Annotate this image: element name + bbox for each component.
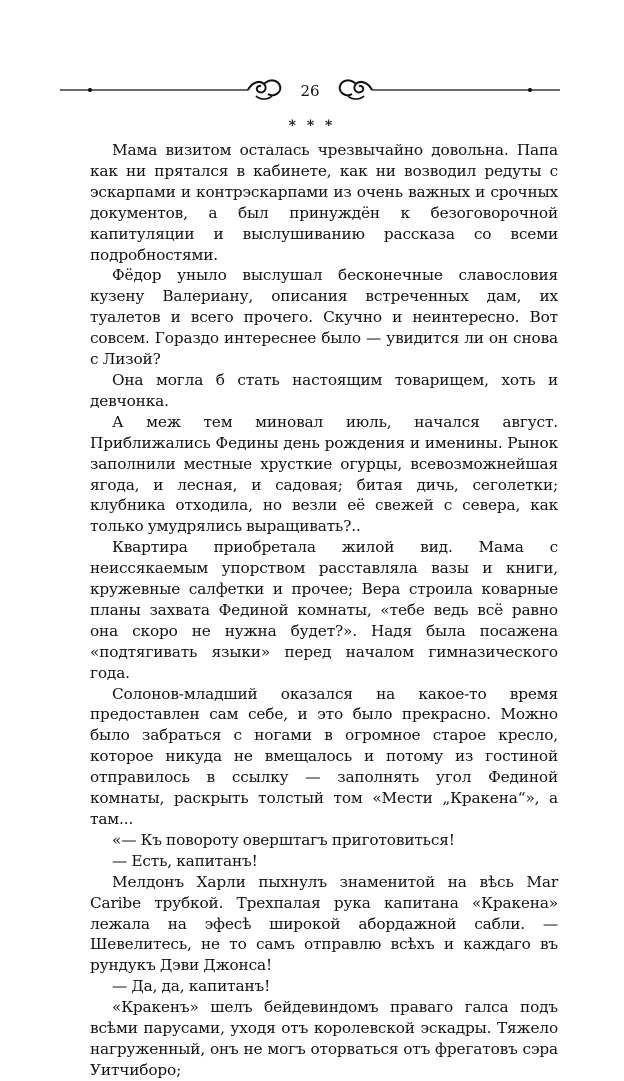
page-header: [60, 72, 560, 112]
paragraph: — Да, да, капитанъ!: [112, 977, 271, 996]
body-text: [90, 140, 558, 1081]
paragraph: «— Къ повороту оверштагъ приготовиться!: [112, 830, 455, 849]
section-separator: * * *: [288, 118, 336, 134]
paragraph: Солонов-младший оказался на какое-то время предоставлен сам себе, и это было прекрасно. Можно было забраться с ногами в огромное старое кресло, которое никуда не вмещалось и потому из гостиной отправилось в ссылку — заполнять угол Фединой комнаты, раскрыть толстый том «Мести „Кракена“», а там...: [90, 684, 558, 828]
paragraph: Квартира приобретала жилой вид. Мама с неиссякаемым упорством расставляла вазы и книги, кружевные салфетки и прочее; Вера строила коварные планы захвата Фединой комнаты, «тебе ведь всё равно она скоро не нужна будет?». Надя была посажена «подтягивать языки» перед началом гимназического года.: [90, 538, 558, 682]
paragraph: Мелдонъ Харли пыхнулъ знаменитой на вѣсь Mar Caribe трубкой. Трехпалая рука капитана «Кракена» лежала на эфесѣ широкой абордажной сабли. — Шевелитесь, не то самъ отправлю всѣхъ и каждаго въ рундукъ Дэви Джонса!: [90, 872, 558, 975]
page-number: 26: [300, 82, 320, 100]
paragraph: «Кракенъ» шелъ бейдевиндомъ праваго галса подъ всѣми парусами, уходя отъ королевской эскадры. Тяжело нагруженный, онъ не могъ оторваться отъ фрегатовъ сэра Уитчиборо;: [90, 998, 558, 1079]
paragraph: А меж тем миновал июль, начался август. Приближались Федины день рождения и именины. Рынок заполнили местные хрусткие огурцы, всевозможнейшая ягода, и лесная, и садовая; битая дичь, сеголетки; клубника отходила, но везли её свежей с севера, как только умудрялись выращивать?..: [90, 412, 558, 536]
paragraph: Она могла б стать настоящим товарищем, хоть и девчонка.: [90, 370, 558, 410]
paragraph: Мама визитом осталась чрезвычайно довольна. Папа как ни прятался в кабинете, как ни возводил редуты с эскарпами и контрэскарпами из очень важных и срочных документов, а был принуждён к безоговорочной капитуляции и выслушиванию рассказа со всеми подробностями.: [90, 141, 558, 264]
paragraph: — Есть, капитанъ!: [112, 851, 258, 870]
paragraph: Фёдор уныло выслушал бесконечные славословия кузену Валериану, описания встреченных дам, их туалетов и всего прочего. Скучно и неинтересно. Вот совсем. Гораздо интереснее было — увидится ли он снова с Лизой?: [90, 266, 558, 369]
